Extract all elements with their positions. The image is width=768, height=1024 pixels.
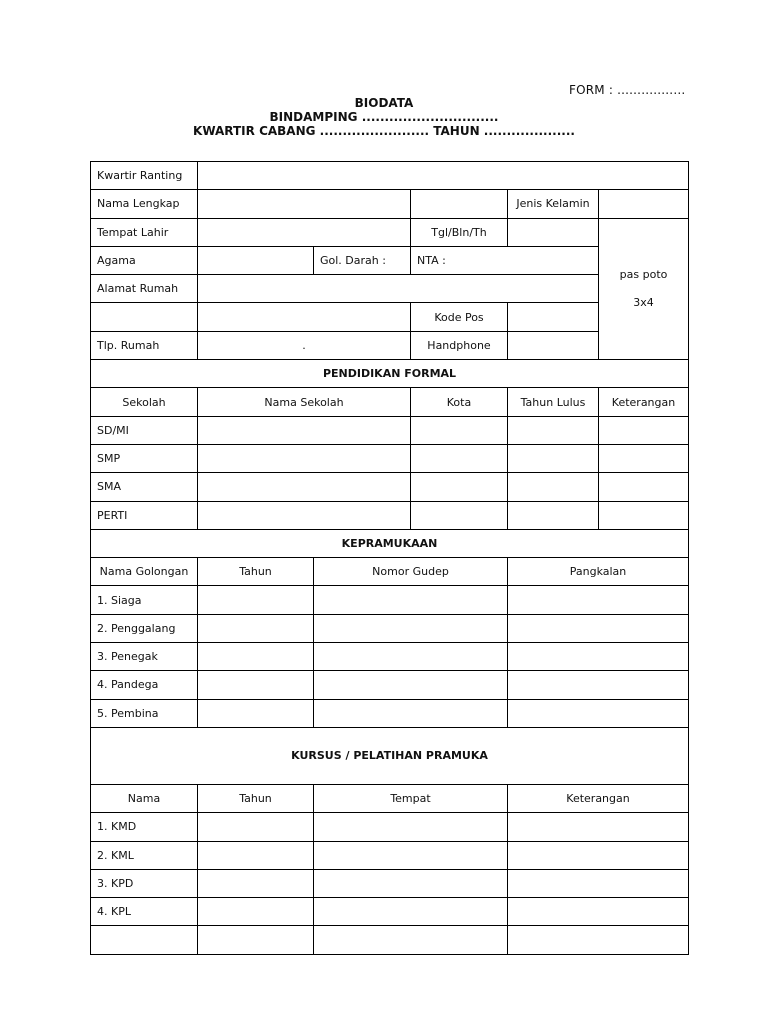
- cell-input[interactable]: [508, 416, 599, 444]
- cell-input[interactable]: [508, 671, 689, 699]
- label-agama: Agama: [91, 246, 198, 274]
- row-label: 4. KPL: [91, 898, 198, 926]
- row-label: 2. Penggalang: [91, 614, 198, 642]
- cell-input[interactable]: [508, 473, 599, 501]
- cell-input[interactable]: [198, 614, 314, 642]
- col-tahun: Tahun: [198, 784, 314, 812]
- table-row: [91, 699, 689, 727]
- table-row: [91, 813, 689, 841]
- col-keterangan: Keterangan: [599, 388, 689, 416]
- field-alamat-extra[interactable]: [198, 303, 411, 331]
- row-label: PERTI: [91, 501, 198, 529]
- cell-input[interactable]: [198, 444, 411, 472]
- field-tgl-bln-th[interactable]: [508, 218, 599, 246]
- kepramukaan-heading: KEPRAMUKAAN: [91, 529, 689, 557]
- table-row: [91, 643, 689, 671]
- biodata-table: [90, 161, 689, 955]
- cell-input[interactable]: [198, 473, 411, 501]
- field-tempat-lahir[interactable]: [198, 218, 411, 246]
- label-tgl-bln-th: Tgl/Bln/Th: [411, 218, 508, 246]
- col-kota: Kota: [411, 388, 508, 416]
- table-row: [91, 614, 689, 642]
- row-label: 3. Penegak: [91, 643, 198, 671]
- table-row: [91, 473, 689, 501]
- cell-input[interactable]: [508, 444, 599, 472]
- cell-input[interactable]: [198, 813, 314, 841]
- cell-input[interactable]: [411, 501, 508, 529]
- row-nama-lengkap: [91, 190, 689, 218]
- cell-input[interactable]: [314, 586, 508, 614]
- cell-input[interactable]: [198, 699, 314, 727]
- cell-input[interactable]: [314, 614, 508, 642]
- cell-input[interactable]: [314, 643, 508, 671]
- label-kwartir-ranting: Kwartir Ranting: [91, 162, 198, 190]
- table-row: [91, 586, 689, 614]
- col-nama-sekolah: Nama Sekolah: [198, 388, 411, 416]
- row-kepramukaan-heading: [91, 529, 689, 557]
- cell-input[interactable]: [508, 501, 599, 529]
- field-tlp-rumah[interactable]: .: [198, 331, 411, 359]
- field-kode-pos[interactable]: [508, 303, 599, 331]
- table-row: [91, 444, 689, 472]
- document-title: BIODATA: [354, 96, 414, 110]
- row-label: SD/MI: [91, 416, 198, 444]
- table-row: [91, 841, 689, 869]
- cell-input[interactable]: [314, 671, 508, 699]
- label-alamat-rumah: Alamat Rumah: [91, 275, 198, 303]
- photo-box: [599, 218, 689, 359]
- cell-input[interactable]: [508, 614, 689, 642]
- row-label: SMA: [91, 473, 198, 501]
- cell-input[interactable]: [198, 898, 314, 926]
- cell-input[interactable]: [198, 586, 314, 614]
- label-nta[interactable]: NTA :: [411, 246, 599, 274]
- cell-input[interactable]: [198, 671, 314, 699]
- row-label[interactable]: [91, 926, 198, 954]
- cell-input[interactable]: [508, 926, 689, 954]
- table-row: [91, 501, 689, 529]
- col-pangkalan: Pangkalan: [508, 558, 689, 586]
- cell-input[interactable]: [599, 473, 689, 501]
- table-row: [91, 416, 689, 444]
- field-jenis-kelamin[interactable]: [599, 190, 689, 218]
- cell-input[interactable]: [314, 813, 508, 841]
- field-handphone[interactable]: [508, 331, 599, 359]
- table-row: [91, 898, 689, 926]
- field-kwartir-ranting[interactable]: [198, 162, 689, 190]
- col-nama: Nama: [91, 784, 198, 812]
- cell-input[interactable]: [198, 643, 314, 671]
- cell-input[interactable]: [411, 444, 508, 472]
- cell-input[interactable]: [508, 813, 689, 841]
- label-gol-darah[interactable]: Gol. Darah :: [314, 246, 411, 274]
- cell-input[interactable]: [198, 869, 314, 897]
- col-tahun: Tahun: [198, 558, 314, 586]
- row-label: 1. KMD: [91, 813, 198, 841]
- row-tempat-lahir: [91, 218, 689, 246]
- photo-size: 3x4: [633, 295, 654, 309]
- col-keterangan: Keterangan: [508, 784, 689, 812]
- label-jenis-kelamin: Jenis Kelamin: [508, 190, 599, 218]
- kursus-heading: KURSUS / PELATIHAN PRAMUKA: [91, 727, 689, 784]
- field-nama-lengkap[interactable]: [198, 190, 411, 218]
- cell-input[interactable]: [411, 416, 508, 444]
- field-agama[interactable]: [198, 246, 314, 274]
- col-nomor-gudep: Nomor Gudep: [314, 558, 508, 586]
- cell-input[interactable]: [599, 444, 689, 472]
- label-kode-pos: Kode Pos: [411, 303, 508, 331]
- row-label: 3. KPD: [91, 869, 198, 897]
- kwartir-cabang-line: KWARTIR CABANG ........................ TAHUN ....................: [193, 124, 575, 138]
- field-alamat-extra-label: [91, 303, 198, 331]
- cell-input[interactable]: [314, 869, 508, 897]
- label-nama-lengkap: Nama Lengkap: [91, 190, 198, 218]
- row-kursus-columns: [91, 784, 689, 812]
- cell-input[interactable]: [508, 869, 689, 897]
- photo-label: pas poto: [619, 267, 668, 281]
- row-label: 4. Pandega: [91, 671, 198, 699]
- row-pendidikan-columns: [91, 388, 689, 416]
- row-label: 5. Pembina: [91, 699, 198, 727]
- cell-input[interactable]: [508, 699, 689, 727]
- cell-input[interactable]: [599, 501, 689, 529]
- label-tempat-lahir: Tempat Lahir: [91, 218, 198, 246]
- cell-input[interactable]: [599, 416, 689, 444]
- label-tlp-rumah: Tlp. Rumah: [91, 331, 198, 359]
- col-tahun-lulus: Tahun Lulus: [508, 388, 599, 416]
- col-sekolah: Sekolah: [91, 388, 198, 416]
- pendidikan-heading: PENDIDIKAN FORMAL: [91, 360, 689, 388]
- row-kwartir-ranting: [91, 162, 689, 190]
- table-row: [91, 926, 689, 954]
- row-label: 2. KML: [91, 841, 198, 869]
- field-nama-lengkap-extra[interactable]: [411, 190, 508, 218]
- table-row: [91, 869, 689, 897]
- row-kursus-heading: [91, 727, 689, 784]
- cell-input[interactable]: [314, 841, 508, 869]
- row-label: 1. Siaga: [91, 586, 198, 614]
- cell-input[interactable]: [411, 473, 508, 501]
- cell-input[interactable]: [198, 841, 314, 869]
- cell-input[interactable]: [508, 586, 689, 614]
- title-block: [0, 96, 768, 138]
- cell-input[interactable]: [508, 841, 689, 869]
- cell-input[interactable]: [508, 898, 689, 926]
- col-tempat: Tempat: [314, 784, 508, 812]
- cell-input[interactable]: [198, 501, 411, 529]
- form-code-label: FORM : .................: [569, 83, 686, 97]
- cell-input[interactable]: [198, 926, 314, 954]
- row-label: SMP: [91, 444, 198, 472]
- field-alamat-rumah[interactable]: [198, 275, 599, 303]
- cell-input[interactable]: [314, 926, 508, 954]
- table-row: [91, 671, 689, 699]
- bindamping-line: BINDAMPING ..............................: [269, 110, 499, 124]
- cell-input[interactable]: [314, 898, 508, 926]
- cell-input[interactable]: [314, 699, 508, 727]
- row-kepramukaan-columns: [91, 558, 689, 586]
- cell-input[interactable]: [198, 416, 411, 444]
- row-pendidikan-heading: [91, 360, 689, 388]
- label-handphone: Handphone: [411, 331, 508, 359]
- col-nama-golongan: Nama Golongan: [91, 558, 198, 586]
- cell-input[interactable]: [508, 643, 689, 671]
